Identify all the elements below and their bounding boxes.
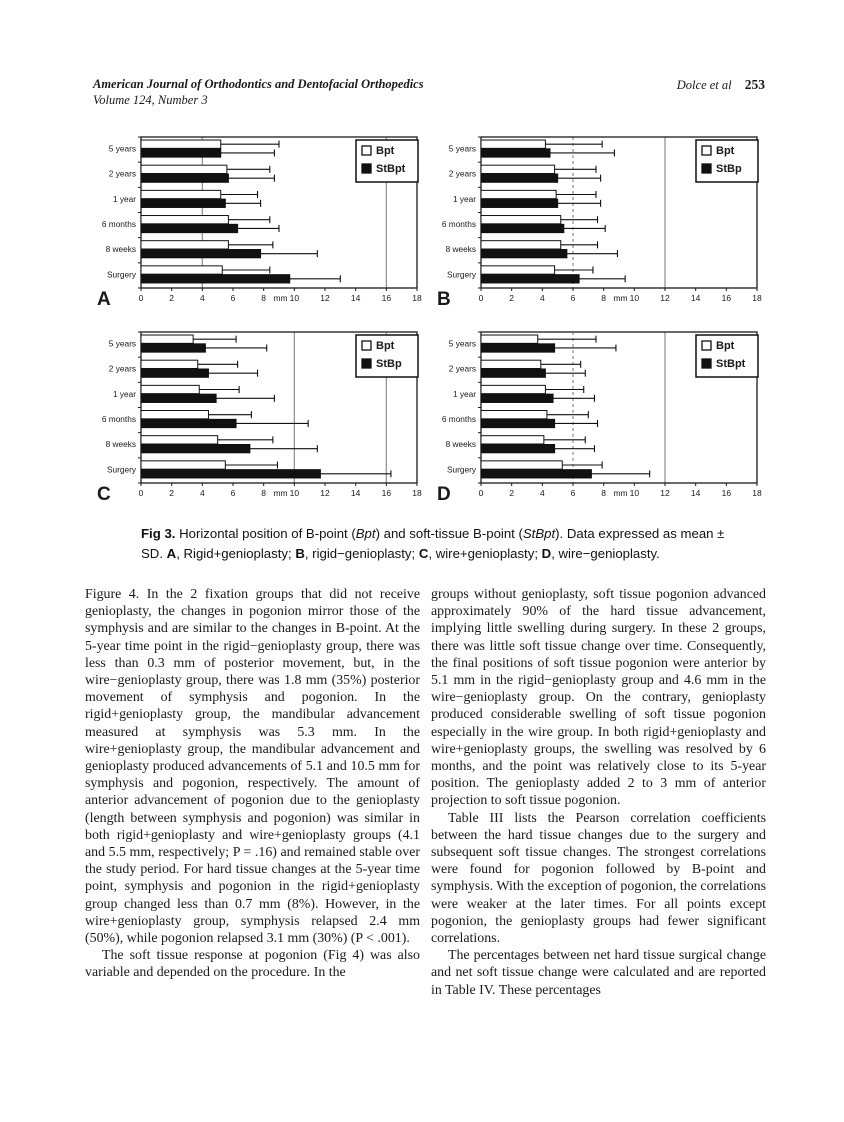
legend-swatch-stbpt: [702, 164, 711, 173]
bar-chart-b: [435, 131, 765, 321]
chart-panel-c: [95, 326, 425, 516]
x-tick-label: 18: [412, 293, 422, 303]
x-tick-label: 2: [169, 488, 175, 498]
bar-stbpt: [141, 174, 228, 182]
panel-letter: B: [437, 289, 451, 310]
category-label: 6 months: [441, 414, 476, 425]
x-tick-label: 4: [539, 488, 545, 498]
panel-letter: D: [437, 484, 451, 505]
bar-stbpt: [481, 174, 558, 182]
bar-bpt: [481, 411, 547, 419]
bar-chart-a: [95, 131, 425, 321]
x-tick-label: 2: [509, 488, 515, 498]
caption-segment: D: [541, 545, 552, 561]
x-tick-label: 10: [629, 488, 640, 498]
x-tick-label: 0: [478, 488, 484, 498]
legend-swatch-bpt: [702, 146, 711, 155]
x-unit-label: mm: [273, 488, 288, 498]
journal-volume: Volume 124, Number 3: [93, 93, 208, 108]
x-tick-label: 0: [138, 293, 144, 303]
bar-bpt: [481, 385, 545, 393]
x-tick-label: 8: [261, 293, 267, 303]
bar-stbpt: [141, 224, 238, 232]
bar-bpt: [481, 360, 541, 368]
bar-stbpt: [481, 394, 553, 402]
legend-label-bpt: Bpt: [716, 145, 735, 157]
bar-stbpt: [141, 249, 261, 257]
category-label: 5 years: [108, 338, 136, 349]
caption-segment: , Rigid+genioplasty;: [176, 545, 296, 561]
x-tick-label: 10: [289, 488, 300, 498]
bar-stbpt: [481, 444, 555, 452]
caption-segment: Bpt: [355, 526, 376, 541]
bar-bpt: [481, 461, 562, 469]
bar-stbpt: [141, 275, 290, 283]
legend-label-bpt: Bpt: [376, 340, 395, 352]
text-column-right: [431, 586, 766, 999]
x-tick-label: 0: [138, 488, 144, 498]
bar-stbpt: [481, 369, 545, 377]
x-tick-label: 0: [478, 293, 484, 303]
x-tick-label: 16: [721, 293, 732, 303]
running-head-right: [677, 76, 765, 94]
legend-label-bpt: Bpt: [376, 145, 395, 157]
category-label: 1 year: [452, 388, 476, 399]
legend-label-bpt: Bpt: [716, 340, 735, 352]
bar-bpt: [141, 190, 221, 198]
paragraph: The soft tissue response at pogonion (Fig 4) was also variable and depended on the procedure. In the: [85, 948, 420, 981]
category-label: 2 years: [108, 363, 136, 374]
x-tick-label: 8: [601, 488, 607, 498]
x-tick-label: 8: [261, 488, 267, 498]
bar-bpt: [481, 266, 555, 274]
bar-stbpt: [481, 224, 564, 232]
x-tick-label: 18: [752, 488, 762, 498]
bar-bpt: [481, 241, 561, 249]
x-tick-label: 6: [230, 488, 236, 498]
category-label: Surgery: [446, 269, 476, 280]
bar-bpt: [141, 411, 208, 419]
running-authors: Dolce et al: [676, 78, 732, 92]
x-tick-label: 12: [320, 293, 330, 303]
paragraph: Table III lists the Pearson correlation coefficients between the hard tissue changes due to the surgery and subsequent soft tissue changes. The strongest correlations were found for pogonion followed by B-point and symphysis. With the exception of pogonion, the correlations were weaker at the later times. For all points except pogonion, the genioplasty groups had fewer significant correlations.: [431, 810, 766, 947]
x-tick-label: 14: [350, 488, 361, 498]
article-body: [85, 586, 766, 999]
bar-chart-c: [95, 326, 425, 516]
bar-stbpt: [481, 199, 558, 207]
paragraph: groups without genioplasty, soft tissue pogonion advanced approximately 90% of the hard tissue advancement, implying little swelling during surgery. In these 2 groups, there was little soft tissue change over time. Consequently, the final positions of soft tissue pogonion were anterior by 5.1 mm in the rigid−genioplasty group and 4.6 mm in the wire−genioplasty group. On the contrary, genioplasty produced considerable swelling of soft tissue pogonion especially in the wire group. In both rigid+genioplasty and wire+genioplasty groups, the swelling was resolved by 6 months, and the point was relatively close to its 5-year position. The genioplasty added 2 to 3 mm of anterior projection to soft tissue pogonion.: [431, 587, 766, 809]
legend-swatch-bpt: [362, 341, 371, 350]
x-tick-label: 12: [660, 488, 670, 498]
category-label: 2 years: [108, 168, 136, 179]
chart-panel-d: [435, 326, 765, 516]
caption-segment: StBpt: [522, 526, 556, 541]
category-label: 8 weeks: [445, 439, 476, 450]
legend-swatch-bpt: [702, 341, 711, 350]
bar-stbpt: [481, 275, 579, 283]
x-tick-label: 6: [570, 488, 576, 498]
chart-panel-b: [435, 131, 765, 321]
category-label: 2 years: [448, 168, 476, 179]
bar-stbpt: [141, 369, 208, 377]
x-tick-label: 16: [721, 488, 732, 498]
category-label: 5 years: [448, 338, 476, 349]
caption-segment: A: [166, 545, 177, 561]
category-label: 2 years: [448, 363, 476, 374]
caption-segment: ) and soft-tissue B-point (: [375, 526, 523, 541]
x-unit-label: mm: [613, 293, 628, 303]
x-tick-label: 14: [350, 293, 361, 303]
caption-segment: , wire−genioplasty.: [551, 545, 660, 561]
legend-label-stbpt: StBp: [376, 358, 402, 370]
category-label: 1 year: [112, 388, 136, 399]
category-label: Surgery: [446, 464, 476, 475]
x-tick-label: 18: [412, 488, 422, 498]
caption-segment: ). Data expressed as mean ± SD.: [141, 526, 725, 561]
x-tick-label: 14: [690, 488, 701, 498]
bar-bpt: [141, 266, 222, 274]
x-tick-label: 18: [752, 293, 762, 303]
bar-bpt: [481, 165, 555, 173]
bar-bpt: [481, 190, 556, 198]
bar-bpt: [481, 335, 538, 343]
x-unit-label: mm: [613, 488, 628, 498]
caption-segment: , rigid−genioplasty;: [304, 545, 419, 561]
figure-caption: [141, 524, 747, 564]
figure-3-panels: [95, 131, 767, 516]
bar-bpt: [481, 436, 544, 444]
bar-bpt: [141, 385, 199, 393]
text-column-left: [85, 586, 420, 999]
bar-stbpt: [141, 199, 225, 207]
bar-stbpt: [481, 249, 567, 257]
bar-bpt: [141, 360, 198, 368]
panel-letter: A: [97, 289, 111, 310]
bar-bpt: [141, 165, 227, 173]
caption-segment: C: [418, 545, 429, 561]
x-tick-label: 4: [199, 488, 205, 498]
bar-bpt: [481, 140, 545, 148]
paragraph: The percentages between net hard tissue surgical change and net soft tissue change were calculated and are reported in Table IV. These percentages: [431, 948, 766, 998]
caption-segment: Fig 3.: [141, 526, 176, 541]
bar-stbpt: [481, 149, 550, 157]
category-label: Surgery: [106, 269, 136, 280]
legend-label-stbpt: StBp: [716, 163, 742, 175]
journal-title: American Journal of Orthodontics and Dentofacial Orthopedics: [93, 77, 424, 91]
category-label: 1 year: [112, 193, 136, 204]
paragraph: Figure 4. In the 2 fixation groups that did not receive genioplasty, the changes in pogonion mirror those of the symphysis and are similar to the changes in B-point. At the 5-year time point in the rigid−genioplasty group, there was less than 0.3 mm of posterior movement, but, in the wire−genioplasty group, there was 1.8 mm (35%) posterior movement of symphysis and pogonion. In the rigid+genioplasty group, the mandibular advancement measured at symphysis was 5.3 mm. In the wire+genioplasty group, the mandibular advancement and genioplasty produced advancements of 5.1 and 10.5 mm for symphysis and pogonion, respectively. The amount of anterior advancement of pogonion due to the genioplasty (length between symphysis and pogonion) was similar in both rigid+genioplasty and wire+genioplasty groups (4.1 and 5.5 mm, respectively; P = .16) and remained stable over the study period. For hard tissue changes at the 5-year time point, symphysis and pogonion in the rigid+genioplasty group changed less than 0.7 mm (8%). However, in the wire+genioplasty group, symphysis relapsed 2.4 mm (50%), while pogonion relapsed 3.1 mm (30%) (P < .001).: [85, 587, 420, 947]
x-tick-label: 2: [509, 293, 515, 303]
bar-stbpt: [141, 470, 320, 478]
category-label: Surgery: [106, 464, 136, 475]
chart-panel-a: [95, 131, 425, 321]
x-tick-label: 10: [289, 293, 300, 303]
caption-segment: Horizontal position of B-point (: [175, 526, 356, 541]
category-label: 8 weeks: [445, 244, 476, 255]
x-tick-label: 2: [169, 293, 175, 303]
x-tick-label: 8: [601, 293, 607, 303]
x-tick-label: 4: [539, 293, 545, 303]
bar-stbpt: [141, 344, 205, 352]
bar-stbpt: [481, 344, 555, 352]
x-tick-label: 16: [381, 293, 392, 303]
category-label: 8 weeks: [105, 244, 136, 255]
bar-stbpt: [141, 149, 221, 157]
bar-stbpt: [141, 444, 250, 452]
x-tick-label: 6: [570, 293, 576, 303]
page-number: 253: [744, 77, 765, 92]
category-label: 5 years: [108, 143, 136, 154]
caption-segment: B: [295, 545, 305, 561]
legend-swatch-stbpt: [362, 164, 371, 173]
x-tick-label: 12: [660, 293, 670, 303]
x-tick-label: 6: [230, 293, 236, 303]
x-tick-label: 14: [690, 293, 701, 303]
bar-stbpt: [141, 419, 236, 427]
bar-bpt: [141, 241, 228, 249]
x-tick-label: 12: [320, 488, 330, 498]
legend-swatch-stbpt: [362, 359, 371, 368]
category-label: 6 months: [441, 219, 476, 230]
bar-bpt: [141, 335, 193, 343]
panel-letter: C: [97, 484, 111, 505]
category-label: 5 years: [448, 143, 476, 154]
bar-chart-d: [435, 326, 765, 516]
bar-stbpt: [481, 470, 591, 478]
legend-label-stbpt: StBpt: [376, 163, 406, 175]
bar-bpt: [141, 461, 225, 469]
category-label: 1 year: [452, 193, 476, 204]
bar-bpt: [481, 216, 561, 224]
x-tick-label: 10: [629, 293, 640, 303]
bar-bpt: [141, 216, 228, 224]
x-tick-label: 16: [381, 488, 392, 498]
page-header: [93, 76, 765, 109]
x-unit-label: mm: [273, 293, 288, 303]
journal-info: [93, 76, 424, 109]
bar-stbpt: [481, 419, 555, 427]
caption-segment: , wire+genioplasty;: [428, 545, 542, 561]
bar-bpt: [141, 140, 221, 148]
category-label: 8 weeks: [105, 439, 136, 450]
bar-bpt: [141, 436, 218, 444]
legend-swatch-stbpt: [702, 359, 711, 368]
bar-stbpt: [141, 394, 216, 402]
x-tick-label: 4: [199, 293, 205, 303]
category-label: 6 months: [101, 414, 136, 425]
legend-label-stbpt: StBpt: [716, 358, 746, 370]
category-label: 6 months: [101, 219, 136, 230]
legend-swatch-bpt: [362, 146, 371, 155]
